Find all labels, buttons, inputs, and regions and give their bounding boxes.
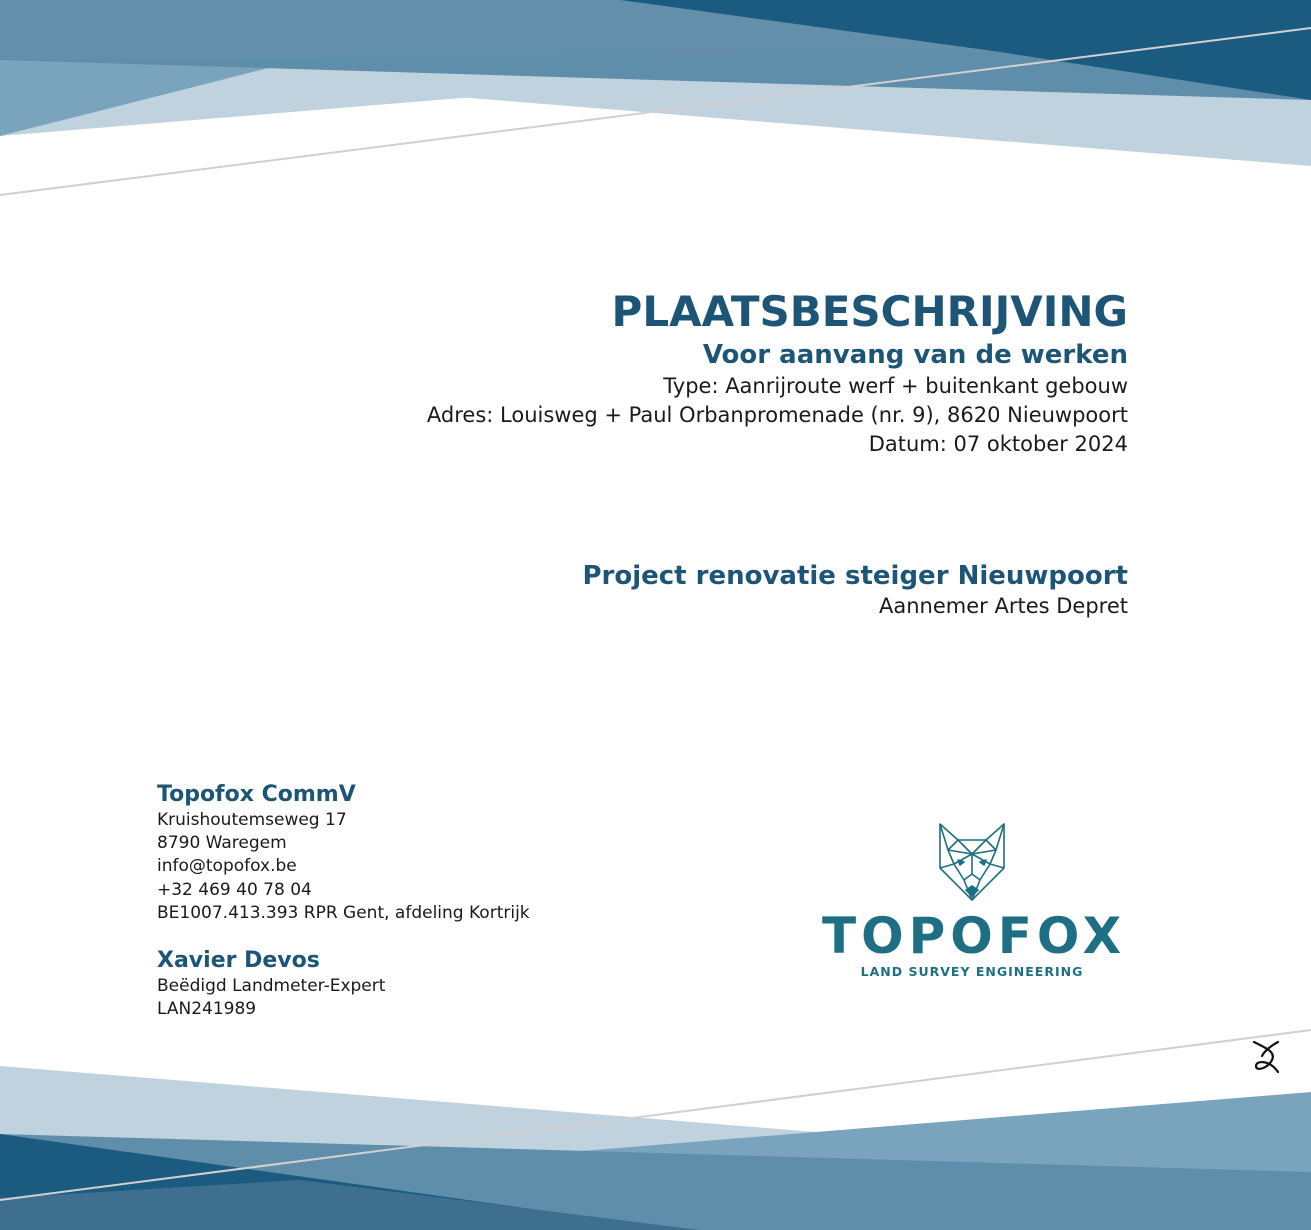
title-block [427,288,1128,459]
type-line: Type: Aanrijroute werf + buitenkant gebouw [663,374,1128,398]
person-license: LAN241989 [157,999,257,1020]
project-title: Project renovatie steiger Nieuwpoort [582,561,1128,591]
project-contractor: Aannemer Artes Depret [879,594,1128,618]
person-name: Xavier Devos [157,948,320,974]
document-subtitle: Voor aanvang van de werken [702,340,1128,370]
company-city: 8790 Waregem [157,833,287,854]
address-line: Adres: Louisweg + Paul Orbanpromenade (nr. 9), 8620 Nieuwpoort [426,403,1128,427]
company-registration: BE1007.413.393 RPR Gent, afdeling Kortrijk [157,902,530,923]
topofox-logo [822,820,1127,985]
date-line: Datum: 07 oktober 2024 [868,432,1128,456]
logo-tagline: LAND SURVEY ENGINEERING [860,964,1084,979]
company-phone: +32 469 40 78 04 [157,879,312,900]
project-block [582,560,1128,620]
fox-head-icon [936,820,1008,904]
person-title: Beëdigd Landmeter-Expert [157,976,386,997]
document-title: PLAATSBESCHRIJVING [611,287,1128,336]
logo-wordmark: TOPOFOX [822,907,1127,965]
company-email: info@topofox.be [157,856,297,877]
company-street: Kruishoutemseweg 17 [157,810,347,830]
company-block [157,781,530,1021]
company-name: Topofox CommV [157,782,356,807]
initials-signature [1248,1038,1284,1078]
